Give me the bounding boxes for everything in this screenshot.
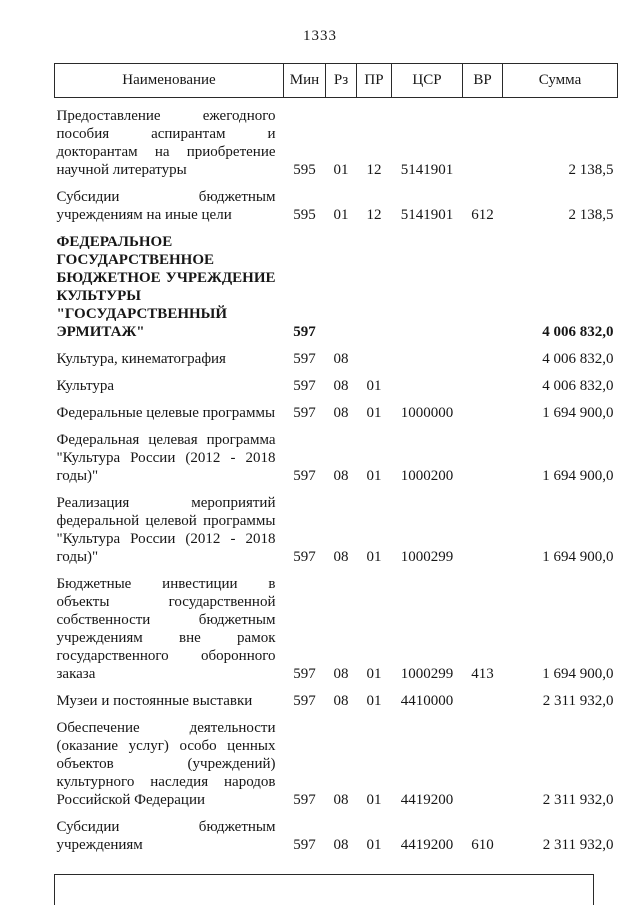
cell-sum: 1 694 900,0: [542, 549, 614, 565]
cell-sum: 1 694 900,0: [542, 468, 614, 484]
cell-vr: [463, 710, 503, 809]
cell-min: 597: [293, 468, 316, 484]
cell-sum: 4 006 832,0: [542, 351, 614, 367]
cell-name: ФЕДЕРАЛЬНОЕ ГОСУДАРСТВЕННОЕ БЮДЖЕТНОЕ УЧРЕЖДЕНИЕ КУЛЬТУРЫ "ГОСУДАРСТВЕННЫЙ ЭРМИТАЖ": [56, 234, 276, 340]
header-pr: ПР: [357, 64, 392, 98]
cell-csr: 5141901: [400, 207, 454, 223]
cell-name: Предоставление ежегодного пособия аспирантам и докторантам на приобретение научной литературы: [56, 108, 276, 178]
cell-pr: [357, 224, 392, 341]
cell-sum: 2 138,5: [568, 207, 614, 223]
table-row: [55, 566, 618, 683]
header-csr: ЦСР: [392, 64, 463, 98]
cell-pr: 12: [366, 207, 382, 223]
cell-sum: 2 311 932,0: [542, 837, 614, 853]
cell-vr: 413: [471, 666, 494, 682]
cell-vr: [463, 341, 503, 368]
table-header-row: [55, 64, 618, 98]
cell-name: Реализация мероприятий федеральной целевой программы "Культура России (2012 - 2018 годы)": [56, 495, 276, 565]
cell-pr: [357, 341, 392, 368]
cell-rz: 01: [333, 207, 349, 223]
cell-min: 595: [293, 162, 316, 178]
cell-name: Федеральные целевые программы: [56, 405, 276, 421]
cell-vr: 610: [471, 837, 494, 853]
next-table-top-border: [54, 874, 594, 905]
cell-min: 597: [293, 693, 316, 709]
cell-csr: 4410000: [400, 693, 454, 709]
table-row: [55, 341, 618, 368]
cell-min: 597: [293, 378, 316, 394]
cell-csr: [392, 341, 463, 368]
cell-rz: 08: [333, 837, 349, 853]
cell-vr: [463, 422, 503, 485]
cell-vr: 612: [471, 207, 494, 223]
cell-csr: 1000200: [400, 468, 454, 484]
cell-csr: [392, 368, 463, 395]
cell-rz: 08: [333, 405, 349, 421]
cell-vr: [463, 224, 503, 341]
cell-rz: 08: [333, 792, 349, 808]
cell-pr: 12: [366, 162, 382, 178]
cell-min: 597: [293, 549, 316, 565]
table-row: [55, 179, 618, 224]
cell-name: Федеральная целевая программа "Культура России (2012 - 2018 годы)": [56, 432, 276, 484]
cell-vr: [463, 368, 503, 395]
cell-name: Бюджетные инвестиции в объекты государственной собственности бюджетным учреждениям вне рамок государственного оборонного заказа: [56, 576, 276, 682]
cell-rz: 08: [333, 666, 349, 682]
header-sum: Сумма: [503, 64, 618, 98]
cell-min: 597: [293, 405, 316, 421]
cell-rz: [326, 224, 357, 341]
header-min: Мин: [284, 64, 326, 98]
cell-vr: [463, 395, 503, 422]
cell-sum: 4 006 832,0: [542, 378, 614, 394]
cell-sum: 1 694 900,0: [542, 405, 614, 421]
cell-vr: [463, 485, 503, 566]
cell-csr: 4419200: [400, 792, 454, 808]
cell-name: Музеи и постоянные выставки: [56, 693, 253, 709]
cell-pr: 01: [366, 468, 382, 484]
table-row: [55, 368, 618, 395]
cell-name: Обеспечение деятельности (оказание услуг) особо ценных объектов (учреждений) культурного наследия народов Российской Федерации: [56, 720, 276, 808]
cell-min: 597: [293, 792, 316, 808]
budget-table: [54, 63, 618, 854]
header-name: Наименование: [55, 64, 284, 98]
table-row: [55, 422, 618, 485]
cell-name: Культура, кинематография: [56, 351, 226, 367]
cell-rz: 08: [333, 693, 349, 709]
cell-sum: 4 006 832,0: [542, 324, 614, 340]
cell-csr: 4419200: [400, 837, 454, 853]
cell-rz: 01: [333, 162, 349, 178]
table-row: [55, 809, 618, 854]
header-vr: ВР: [463, 64, 503, 98]
cell-min: 597: [293, 666, 316, 682]
cell-sum: 2 311 932,0: [542, 693, 614, 709]
cell-min: 595: [293, 207, 316, 223]
cell-name: Субсидии бюджетным учреждениям на иные цели: [56, 189, 276, 223]
table-row: [55, 683, 618, 710]
cell-sum: 2 138,5: [568, 162, 614, 178]
cell-min: 597: [293, 351, 316, 367]
cell-csr: 5141901: [400, 162, 454, 178]
cell-name: Культура: [56, 378, 114, 394]
cell-csr: 1000000: [400, 405, 454, 421]
cell-pr: 01: [366, 666, 382, 682]
cell-pr: 01: [366, 837, 382, 853]
table-body: [55, 98, 618, 855]
cell-pr: 01: [366, 405, 382, 421]
header-rz: Рз: [326, 64, 357, 98]
cell-vr: [463, 98, 503, 180]
cell-csr: 1000299: [400, 666, 454, 682]
cell-rz: 08: [333, 468, 349, 484]
table-header: [55, 64, 618, 98]
page-number: 1333: [303, 28, 337, 44]
table-row: [55, 98, 618, 180]
cell-name: Субсидии бюджетным учреждениям: [56, 819, 276, 853]
cell-sum: 2 311 932,0: [542, 792, 614, 808]
cell-pr: 01: [366, 549, 382, 565]
table-row: [55, 485, 618, 566]
table-row: [55, 395, 618, 422]
cell-sum: 1 694 900,0: [542, 666, 614, 682]
cell-csr: [392, 224, 463, 341]
table-row: [55, 224, 618, 341]
cell-rz: 08: [333, 549, 349, 565]
cell-rz: 08: [333, 378, 349, 394]
cell-pr: 01: [366, 792, 382, 808]
cell-vr: [463, 683, 503, 710]
cell-pr: 01: [366, 693, 382, 709]
cell-pr: 01: [366, 378, 382, 394]
cell-rz: 08: [333, 351, 349, 367]
cell-csr: 1000299: [400, 549, 454, 565]
table-row: [55, 710, 618, 809]
cell-min: 597: [293, 837, 316, 853]
cell-min: 597: [293, 324, 316, 340]
